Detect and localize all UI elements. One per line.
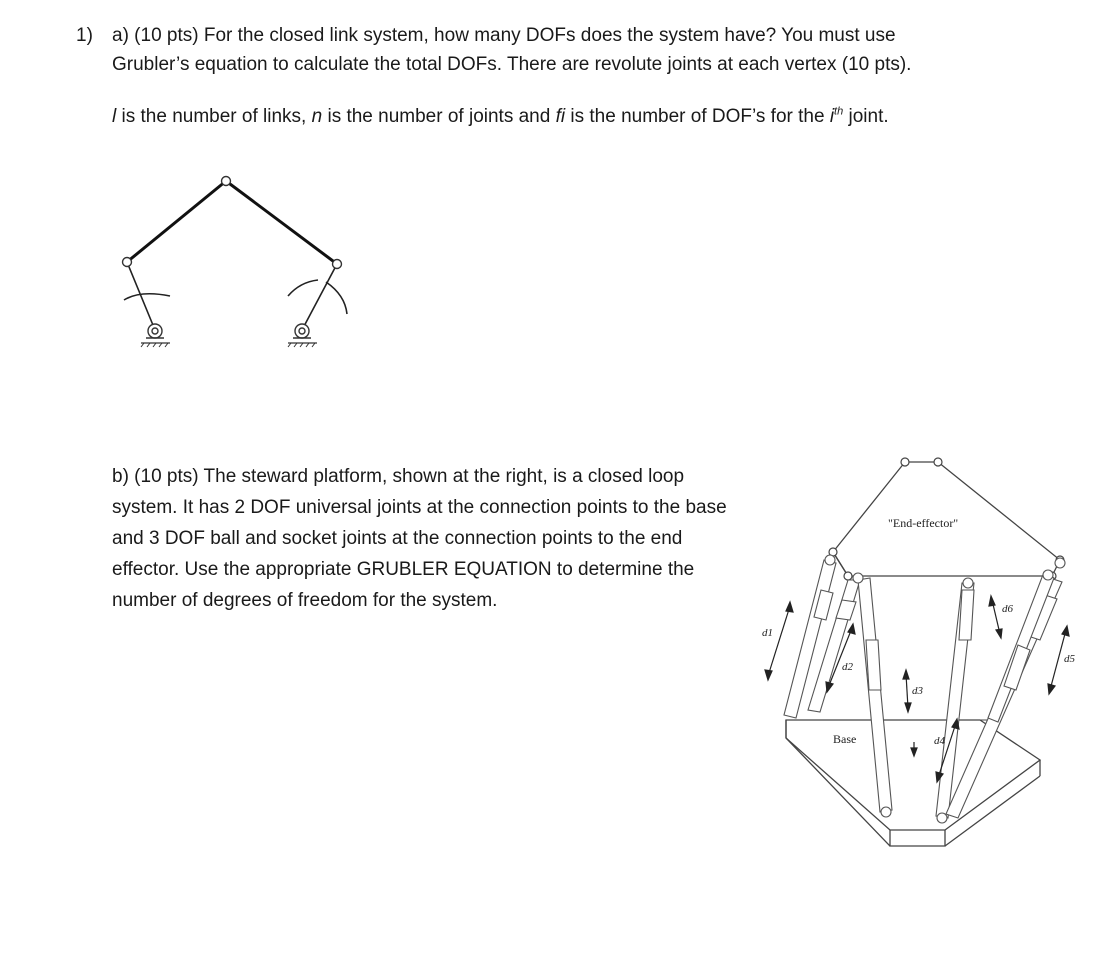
base-plate xyxy=(786,720,1040,846)
leg-label-d3: d3 xyxy=(912,685,923,697)
leg-label-d1: d1 xyxy=(762,627,773,639)
part-a-line-2: Grubler’s equation to calculate the total DOFs. There are revolute joints at each vertex (10 pts). xyxy=(112,54,912,75)
base-label: Base xyxy=(833,732,857,746)
var-l: l xyxy=(112,106,117,127)
part-b-line-4: effector. Use the appropriate GRUBLER EQUATION to determine the xyxy=(112,559,695,580)
part-b-line-2: system. It has 2 DOF universal joints at the connection points to the base xyxy=(112,497,727,518)
text-n: is the number of joints and xyxy=(322,106,556,127)
part-b-line-3: and 3 DOF ball and socket joints at the connection points to the end xyxy=(112,528,683,549)
var-n: n xyxy=(311,106,323,127)
end-effector-label: "End-effector" xyxy=(888,516,959,530)
text-l: is the number of links, xyxy=(116,106,312,127)
question-number: 1) xyxy=(76,25,93,46)
var-fi: fi xyxy=(555,106,566,127)
var-i: i xyxy=(829,106,835,127)
text-end: joint. xyxy=(843,106,889,127)
leg-label-d4: d4 xyxy=(934,735,945,747)
leg-label-d2: d2 xyxy=(842,661,853,673)
part-a-line-1: a) (10 pts) For the closed link system, how many DOFs does the system have? You must use xyxy=(112,25,896,46)
sup-th: th xyxy=(834,105,844,118)
leg-label-d6: d6 xyxy=(1002,603,1013,615)
part-b-line-5: number of degrees of freedom for the system. xyxy=(112,590,498,611)
leg-label-d5: d5 xyxy=(1064,653,1075,665)
text-fi: is the number of DOF’s for the xyxy=(565,106,830,127)
part-b-line-1: b) (10 pts) The steward platform, shown at the right, is a closed loop xyxy=(112,466,685,487)
